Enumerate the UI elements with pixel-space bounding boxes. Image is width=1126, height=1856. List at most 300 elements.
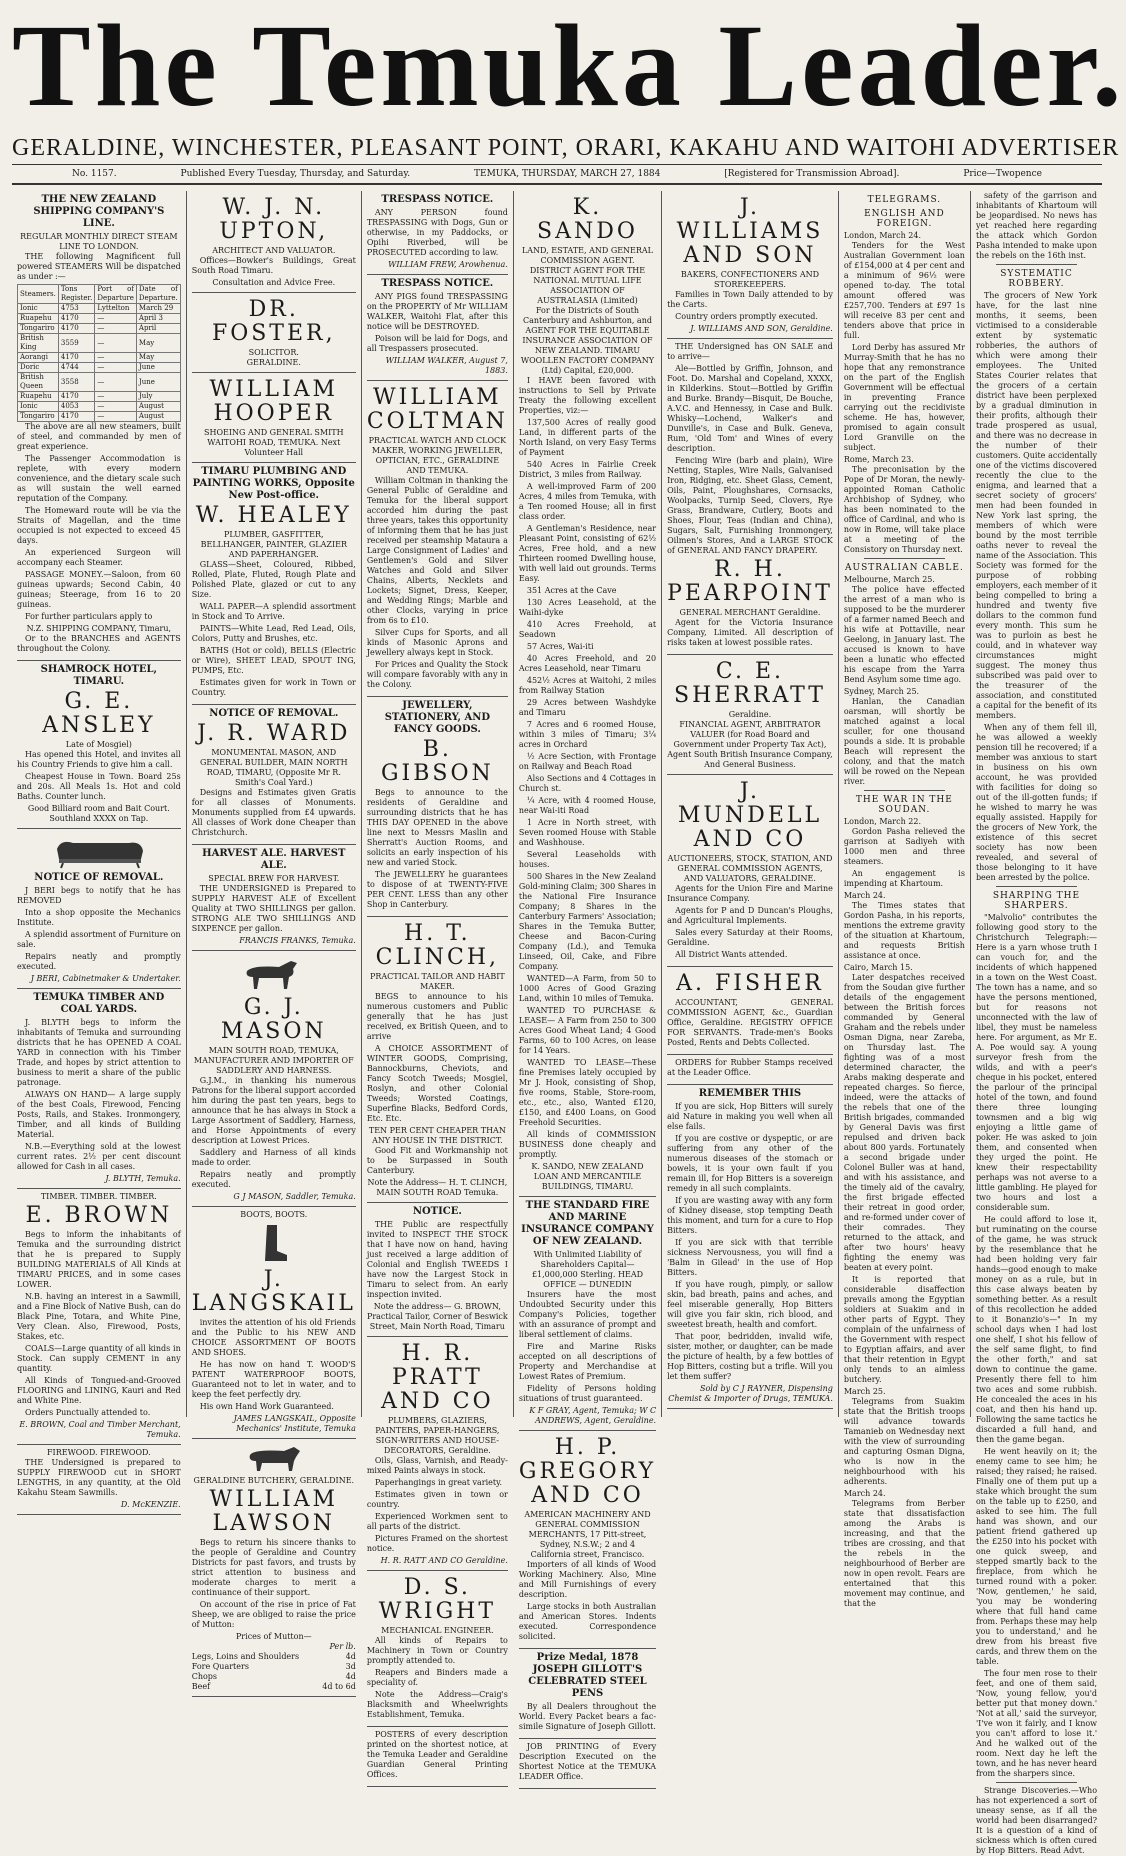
posters-ad: [367, 1727, 508, 1787]
remember-text: If you are wasting away with any form of Kidney disease, stop tempting Death this moment, and turn for a cure to Hop Bitters.: [667, 1196, 833, 1235]
healey-name: W. HEALEY: [195, 503, 352, 528]
list-item: 130 Acres Leasehold, at the Waihi-dyke: [518, 598, 657, 617]
table-cell: British Queen: [18, 373, 59, 392]
sando-agent: DISTRICT AGENT FOR THE NATIONAL MUTUAL LIFE ASSOCIATION OF AUSTRALASIA (Limited): [529, 266, 646, 305]
dateline: London, March 22.: [843, 817, 921, 826]
coltman-title: PRACTICAL WATCH AND CLOCK MAKER, WORKING JEWELLER, OPTICIAN, ETC., GERALDINE AND TEMUKA.: [368, 436, 507, 475]
table-cell: —: [95, 353, 137, 363]
brown-banner: TIMBER. TIMBER. TIMBER.: [40, 1192, 157, 1201]
issue-date: TEMUKA, THURSDAY, MARCH 27, 1884: [474, 169, 661, 179]
foster-ad: [192, 293, 356, 373]
article-paragraph: Lord Derby has assured Mr Murray-Smith that he has no hope that any remonstrance on the part of the English Government will be effectual in preventing France carrying out the recidiviste scheme. He has, however, promised to again consult Lord Granville on the subject.: [843, 343, 965, 452]
coltman-ad: [367, 381, 508, 697]
table-cell: Aorangi: [18, 353, 59, 363]
healey-text: BATHS (Hot or cold), BELLS (Electric or Wire), SHEET LEAD, SPOUT ING, PUMPS, Etc.: [191, 646, 356, 675]
price-value: 3d: [345, 1662, 356, 1671]
upton-title: ARCHITECT AND VALUATOR.: [212, 246, 336, 255]
remember-text: That poor, bedridden, invalid wife, sister, mother, or daughter, can be made the picture of health, by a few bottles of Hop Bitters, costing but a trifle. Will you let them suffer?: [667, 1332, 833, 1381]
williams-ad: [667, 191, 833, 339]
gillott-text: By all Dealers throughout the World. Every Packet bears a fac-simile Signature of Joseph Gillott.: [518, 1702, 657, 1731]
table-cell: May: [136, 353, 180, 363]
foster-name: DR. FOSTER,: [211, 297, 336, 346]
column-3: [362, 191, 514, 1779]
list-item: Several Leaseholds with houses.: [518, 850, 657, 869]
coltman-text: For Prices and Quality the Stock will compare favorably with any in the Colony.: [366, 660, 508, 689]
divider: [864, 558, 945, 559]
table-cell: 4753: [58, 304, 94, 314]
remember-text: If you are sick, Hop Bitters will surely aid Nature in making you well when all else fails.: [667, 1102, 833, 1131]
table-row: [18, 373, 181, 392]
healey-ad: [192, 463, 356, 705]
harvest-subheading: SPECIAL BREW FOR HARVEST.: [208, 874, 340, 883]
langskail-ad: [192, 1207, 356, 1439]
ratt-name: H. R. PRATT AND CO: [381, 1341, 494, 1414]
masthead-title: The Temuka Leader.: [12, 0, 1126, 131]
soudan-war-heading: THE WAR IN THE SOUDAN.: [855, 795, 953, 815]
ratt-text: Estimates given in town or country.: [366, 1490, 508, 1509]
list-item: A Gentleman's Residence, near Pleasant Point, consisting of 62½ Acres, Free hold, and a new Thirteen roomed Dwelling house, with well laid out grounds. Terms Easy.: [518, 524, 657, 583]
column-7: [971, 191, 1102, 1855]
timber-text: J. BLYTH begs to inform the inhabitants of Temuka and surrounding districts that he has OPENED A COAL YARD in connection with his Timber Trade, and hopes by strict attention to business to merit a share of the public patronage.: [17, 1018, 181, 1087]
table-cell: March 29: [136, 304, 180, 314]
columns: [12, 191, 1102, 1855]
job-printing-ad: [519, 1739, 656, 1789]
mundell-ad: [667, 775, 833, 967]
list-item: 1 Acre in North street, with Seven roomed House with Stable and Washhouse.: [518, 818, 657, 847]
clinch-text: BEGS to announce to his numerous customers and Public generally that he has just received, ex British Queen, and to arrive: [366, 992, 508, 1041]
sando-text: I HAVE been favored with instructions to Sell by Private Treaty the following excellent Properties, viz:—: [518, 376, 657, 415]
plumbing-heading: TIMARU PLUMBING AND PAINTING WORKS, Opposite New Post-office.: [192, 466, 355, 501]
article-paragraph: The Times states that Gordon Pasha, in his reports, mentions the extreme gravity of the situation at Khartoum, and requests British assistance at once.: [843, 901, 965, 960]
table-cell: June: [136, 373, 180, 392]
removal-ad: [17, 829, 181, 989]
healey-text: PAINTS—White Lead, Red Lead, Oils, Colors, Putty and Brushes, etc.: [191, 624, 356, 643]
table-cell: Tongariro: [18, 324, 59, 334]
gillott-heading: Prize Medal, 1878 JOSEPH GILLOTT'S CELEBRATED STEEL PENS: [528, 1652, 647, 1699]
langskail-text: invites the attention of his old Friends and the Public to his NEW AND CHOICE ASSORTMENT OF BOOTS AND SHOES.: [191, 1318, 356, 1357]
ratt-text: Paperhangings in great variety.: [374, 1478, 503, 1487]
remember-text: If you have rough, pimply, or sallow skin, bad breath, pains and aches, and feel miserable generally, Hop Bitters will give you fair skin, rich blood, and sweetest breath, health and comfort.: [667, 1280, 833, 1329]
column-2: [187, 191, 362, 1691]
list-item: 57 Acres, Wai-iti: [526, 642, 594, 651]
ratt-text: Pictures Framed on the shortest notice.: [366, 1534, 508, 1553]
timber-heading: TEMUKA TIMBER AND COAL YARDS.: [33, 992, 165, 1015]
shipping-text: The above are all new steamers, built of steel, and commanded by men of great experience.: [17, 422, 181, 451]
column-1: [12, 191, 187, 1509]
shipping-intro: THE following Magnificent full powered STEAMERS Will be dispatched as under :—: [17, 252, 181, 281]
williams-title: BAKERS, CONFECTIONERS AND STOREKEEPERS.: [680, 270, 820, 289]
coltman-text: Silver Cups for Sports, and all kinds of Masonic Aprons and Jewellery always kept in Stock.: [366, 628, 508, 657]
dateline: March 24.: [843, 1489, 886, 1498]
mundell-name: J. MUNDELL AND CO: [677, 779, 823, 852]
lawson-price-unit: Per lb.: [329, 1642, 356, 1651]
lawson-beef-price: 4d to 6d: [322, 1682, 356, 1691]
mason-ad: [192, 951, 356, 1207]
lawson-prices-heading: Prices of Mutton—: [235, 1632, 312, 1641]
issue-price: Price—Twopence: [963, 169, 1042, 179]
table-cell: April 3: [136, 314, 180, 324]
dateline: March 24.: [843, 891, 886, 900]
timber-yard-ad: [17, 989, 181, 1189]
masthead-subtitle: GERALDINE, WINCHESTER, PLEASANT POINT, ORARI, KAKAHU AND WAITOHI ADVERTISER: [12, 135, 1120, 161]
gibson-ad: [367, 697, 508, 917]
ward-name: J. R. WARD: [197, 721, 351, 746]
list-item: 7 Acres and 6 roomed House, within 3 miles of Timaru; 3¼ acres in Orchard: [518, 720, 657, 749]
table-cell: 4170: [58, 412, 94, 422]
gregory-title: AMERICAN MACHINERY AND GENERAL COMMISSION MERCHANTS, 17 Pitt-street, Sydney, N.S.W.; 2 and 4 California street, Francisco.: [524, 1510, 651, 1559]
hop-bitters-ad: [667, 1085, 833, 1409]
list-item: 137,500 Acres of really good Land, in different parts of the North Island, on very Easy Terms of Payment: [518, 418, 657, 457]
timber-signature: J. BLYTH, Temuka.: [105, 1174, 181, 1183]
mason-text: Saddlery and Harness of all kinds made to order.: [191, 1148, 356, 1167]
hotel-heading: SHAMROCK HOTEL, TIMARU.: [40, 664, 158, 687]
article-paragraph: The police have effected the arrest of a man who is supposed to be the murderer of a farmer named Beech and his wife at Pottaville, near Geelong, in January last. The accused is known to have been a lunatic who effected his escape from the Yarra Bend Asylum some time ago.: [843, 585, 965, 684]
systematic-robbery-heading: SYSTEMATIC ROBBERY.: [1000, 269, 1073, 289]
list-item: ¼ Acre, with 4 roomed House, near Wai-iti Road: [518, 796, 657, 815]
coltman-text: William Coltman in thanking the General Public of Geraldine and Temuka for the liberal support accorded him during the past three years, takes this opportunity of informing them that he has just received per steamship Mataura a Large Consignment of Ladies' and Gentlemen's Gold and Silver Watches and Gold and Silver Chains, Alberts, Necklets and Lockets; Signet, Dress, Keeper, and Wedding Rings; Marble and other Clocks, varying in price from 6s to £10.: [366, 476, 508, 625]
mundell-title: AUCTIONEERS, STOCK, STATION, AND GENERAL COMMISSION AGENTS, AND VALUATORS, GERALDINE.: [667, 854, 833, 883]
ratt-title: PLUMBERS, GLAZIERS, PAINTERS, PAPER-HANGERS, SIGN-WRITERS AND HOUSE-DECORATORS, Geraldine.: [375, 1416, 500, 1455]
list-item: ½ Acre Section, with Frontage on Railway and Beach Road: [518, 752, 657, 771]
shipping-signature: N.Z. SHIPPING COMPANY, Timaru,: [26, 624, 172, 633]
trespass-signature: WILLIAM WALKER, August 7, 1883.: [385, 356, 508, 375]
table-cell: May: [136, 334, 180, 353]
dateline: March 25.: [843, 1387, 886, 1396]
rubber-stamps-ad: [667, 1055, 833, 1085]
issue-number: No. 1157.: [72, 169, 117, 179]
ward-text: MONUMENTAL MASON, AND GENERAL BUILDER, MAIN NORTH ROAD, TIMARU, (Opposite Mr R. Smith's Coal Yard.): [199, 748, 348, 787]
hooper-name: WILLIAM HOOPER: [209, 377, 339, 426]
ward-ad: [192, 705, 356, 845]
remember-heading: REMEMBER THIS: [698, 1088, 802, 1099]
insurance-text: With Unlimited Liability of Shareholders Capital—£1,000,000 Sterling. HEAD OFFICE — DUNEDIN: [531, 1250, 644, 1289]
firewood-text: THE Undersigned is prepared to SUPPLY FIREWOOD cut in SHORT LENGTHS, in any quantity, at the Old Kakahu Steam Sawmills.: [17, 1458, 181, 1497]
langskail-text: His own Hand Work Guaranteed.: [199, 1402, 334, 1411]
table-cell: Tongariro: [18, 412, 59, 422]
removal-text: A splendid assortment of Furniture on sale.: [17, 930, 181, 949]
table-cell: 4170: [58, 314, 94, 324]
firewood-signature: D. McKENZIE.: [120, 1500, 181, 1509]
sherratt-place: Geraldine.: [728, 710, 772, 719]
remember-text: If you are sick with that terrible sickness Nervousness, you will find a 'Balm in Gilead' in the use of Hop Bitters.: [667, 1238, 833, 1277]
pearpoint-title: GENERAL MERCHANT Geraldine.: [679, 608, 821, 617]
coltman-name: WILLIAM COLTMAN: [366, 385, 508, 434]
mason-signature: G J MASON, Saddler, Temuka.: [233, 1192, 356, 1201]
trespass-walker-ad: [367, 275, 508, 381]
gibson-name: B. GIBSON: [380, 737, 494, 786]
gillott-ad: [519, 1649, 656, 1739]
harvest-text: THE UNDERSIGNED is Prepared to SUPPLY HARVEST ALE of Excellent Quality at TWO SHILLINGS per gallon. STRONG ALE TWO SHILLINGS AND SIXPENCE per gallon.: [191, 884, 356, 933]
hotel-text: Good Billiard room and Bait Court.: [27, 804, 170, 813]
clinch-text: TEN PER CENT CHEAPER THAN ANY HOUSE IN THE DISTRICT.: [368, 1126, 506, 1145]
table-cell: Doric: [18, 363, 59, 373]
upton-name: W. J. N. UPTON,: [219, 195, 329, 244]
shipping-text: For further particulars apply to: [25, 612, 153, 621]
price-item: Fore Quarters: [191, 1662, 249, 1671]
clinch-name: H. T. CLINCH,: [375, 921, 500, 970]
lawson-name: WILLIAM LAWSON: [209, 1487, 339, 1536]
shipping-text: An experienced Surgeon will accompany each Steamer.: [17, 548, 181, 567]
trespass-heading: TRESPASS NOTICE.: [381, 278, 494, 289]
table-cell: Ionic: [18, 402, 59, 412]
column-4: [514, 191, 662, 1781]
mundell-text: Agents for the Union Fire and Marine Insurance Company.: [667, 884, 833, 903]
table-cell: —: [95, 402, 137, 412]
trespass-signature: WILLIAM FREW, Arowhenua.: [388, 260, 508, 269]
stamps-text: ORDERS for Rubber Stamps received at the Leader Office.: [667, 1058, 833, 1077]
brown-text: COALS—Large quantity of all kinds in Stock. Can supply CEMENT in any quantity.: [17, 1344, 181, 1373]
table-cell: 4170: [58, 392, 94, 402]
sando-wanted: WANTED—A Farm, from 50 to 1000 Acres of Good Grazing Land, within 10 miles of Temuka.: [518, 974, 657, 1003]
price-item: Legs, Loins and Shoulders: [191, 1652, 300, 1661]
sofa-icon: [49, 835, 149, 869]
sherratt-ad: [667, 655, 833, 775]
article-paragraph: Telegrams from Berber state that dissatisfaction among the Arabs is increasing, and that the tribes are crossing, and that the rebels in the neighbourhood of Berber are now in open revolt. Fears are entertained that this movement may continue, and that the: [843, 1499, 965, 1608]
clinch-signature: Note the Address— H. T. CLINCH, MAIN SOUTH ROAD Temuka.: [367, 1178, 508, 1197]
sale-text: Ale—Bottled by Griffin, Johnson, and Foot. Do. Marshal and Copeland, XXXX, in Kilderkins. Stout—Bottled by Griffin and Burke. Brandy—Bisquit, De Bouche, A.V.C. and Hennessy, in Case and Bulk. Whisky—Lochend, Walker's and Dunville's, in Case and Bulk. Geneva, Rum, 'Old Tom' and Wines of every description.: [667, 364, 833, 453]
notice-signature: Note the address— G. BROWN, Practical Tailor, Corner of Beswick Street, Main North Road, Timaru: [366, 1302, 508, 1331]
dateline: London, March 24.: [843, 231, 921, 240]
table-header-cell: Tons Register.: [58, 285, 94, 304]
list-item: A well-improved Farm of 200 Acres, 4 miles from Temuka, with a Ten roomed House; all in first class order.: [518, 482, 657, 521]
table-row: [18, 353, 181, 363]
foster-place: GERALDINE.: [246, 358, 301, 367]
clinch-text: A CHOICE ASSORTMENT of WINTER GOODS, Comprising, Bannockburns, Cheviots, and Fancy Scotch Tweeds; Mosgiel, Roslyn, and other Colonial Tweeds; Worsted Coatings, Superfine Blacks, Bedford Cords, Etc. Etc.: [366, 1044, 508, 1123]
price-item: Chops: [191, 1672, 218, 1681]
ratt-text: Experienced Workmen sent to all parts of the district.: [366, 1512, 508, 1531]
price-row: [192, 1652, 356, 1662]
lawson-heading: GERALDINE BUTCHERY, GERALDINE.: [193, 1476, 355, 1485]
table-row: [18, 324, 181, 334]
lawson-price-list: [192, 1652, 356, 1682]
upton-ad: [192, 191, 356, 293]
table-cell: August: [136, 402, 180, 412]
wright-title: MECHANICAL ENGINEER.: [381, 1626, 494, 1635]
healey-text: WALL PAPER—A splendid assortment in Stock and To Arrive.: [191, 602, 356, 621]
job-printing-text: JOB PRINTING of Every Description Executed on the Shortest Notice at the TEMUKA LEADER Office.: [518, 1742, 657, 1781]
table-cell: Ruapehu: [18, 392, 59, 402]
table-row: [18, 412, 181, 422]
table-cell: 3558: [58, 373, 94, 392]
brown-notice-ad: [367, 1203, 508, 1337]
hotel-text: Has opened this Hotel, and invites all his Country Friends to give him a call.: [17, 750, 181, 769]
insurance-text: Fidelity of Persons holding situations of trust guaranteed.: [518, 1384, 657, 1403]
ratt-signature: H. R. RATT AND CO Geraldine.: [380, 1556, 508, 1565]
price-value: 4d: [345, 1652, 356, 1661]
brown-timber-ad: [17, 1189, 181, 1445]
list-item: Also Sections and 4 Cottages in Church st.: [518, 774, 657, 793]
mundell-text: Sales every Saturday at their Rooms, Geraldine.: [667, 928, 833, 947]
hotel-text: Cheapest House in Town. Board 25s and 20s. All Meals 1s. Hot and cold Baths. Counter lunch.: [17, 772, 181, 801]
trespass-text: Poison will be laid for Dogs, and all Trespassers prosecuted.: [366, 334, 508, 353]
bull-illustration: [192, 1442, 356, 1476]
list-item: 40 Acres Freehold, and 20 Acres Leasehold, near Timaru: [518, 654, 657, 673]
price-row: [192, 1672, 356, 1682]
divider: [996, 886, 1077, 887]
table-cell: 4744: [58, 363, 94, 373]
article-paragraph: Tenders for the West Australian Government loan of £154,000 at 4 per cent and a minimum of 96½ were opened to-day. The total amount offered was £257,700. Tenders at £97 1s will receive 83 per cent and tenders above that price in full.: [843, 241, 965, 340]
article-paragraph: The preconisation by the Pope of Dr Moran, the newly-appointed Roman Catholic Archbishop of Sydney, who has been nominated to the office of Cardinal, and who is now in Rome, will take place at a meeting of the Consistory on Thursday next.: [843, 465, 965, 554]
table-row: [18, 314, 181, 324]
trespass-heading: TRESPASS NOTICE.: [381, 194, 494, 205]
telegrams-heading: TELEGRAMS.: [867, 195, 942, 205]
article-paragraph: He went heavily on it; the enemy came to see him; he raised; they raised; he raised. Finally one of them put up a stake which brought the sum on the table up to £250, and asked to see him. The full hand was shown, and our patient friend gathered up the £250 into his pocket with one quick sweep, and stepped smartly back to the fireplace, from which he turned round with a poker. 'Now, gentlemen,' he said, 'you may be wondering where that full hand came from. Perhaps these may help you to understand,' and he drew from his breast five cards, and threw them on the table.: [975, 1447, 1098, 1666]
table-cell: Ionic: [18, 304, 59, 314]
table-header-cell: Date of Departure.: [136, 285, 180, 304]
firewood-heading: FIREWOOD. FIREWOOD.: [47, 1448, 151, 1457]
sando-name: K. SANDO: [537, 195, 638, 244]
remember-text: If you are costive or dyspeptic, or are suffering from any other of the numerous diseases of the stomach or bowels, it is your own fault if you remain ill, for Hop Bitters is a sovereign remedy in all such complaints.: [667, 1134, 833, 1193]
table-cell: 4053: [58, 402, 94, 412]
sando-ad: [519, 191, 656, 1197]
lawson-beef-label: Beef: [191, 1682, 211, 1691]
table-cell: Ruapehu: [18, 314, 59, 324]
gregory-text: Large stocks in both Australian and American Stores. Indents executed. Correspondence solicited.: [518, 1602, 657, 1641]
ratt-text: Oils, Glass, Varnish, and Ready-mixed Paints always in stock.: [366, 1456, 508, 1475]
sando-text: All kinds of COMMISSION BUSINESS done cheaply and promptly.: [518, 1130, 657, 1159]
article-paragraph: "Malvolio" contributes the following good story to the Christchurch Telegraph:— Here is a yarn whose truth I can vouch for, and the incidents of which happened in a town on the West Coast. The town has a name, and so have the persons mentioned, but for reasons not unconnected with the law of libel, they must be nameless here. For argument, as Mr E. A. Poe would say. A young surveyor fresh from the wilds, and with a peer's cheque in his pocket, entered the parlour of the principal hotel of the town, and found there three lounging townsmen and a big wig enjoying a little game of poker. He was asked to join them, and consented when they urged the point. He knew their respectability perhaps was not averse to a little gambling. He played for two hours and lost a considerable sum.: [975, 913, 1098, 1212]
removal-text: J BERI begs to notify that he has REMOVED: [17, 886, 181, 905]
bull-icon: [244, 1445, 304, 1473]
list-item: 540 Acres in Fairlie Creek District, 3 miles from Railway.: [518, 460, 657, 479]
mason-text: G.J.M., in thanking his numerous Patrons for the liberal support accorded him during the past ten years, begs to announce that he has always in Stock a Large Assortment of Saddlery, Harness, and Horse Appointments of every description at Lowest Prices.: [191, 1076, 356, 1145]
upton-text: Consultation and Advice Free.: [212, 278, 336, 287]
table-cell: 4170: [58, 353, 94, 363]
clinch-text: Good Fit and Workmanship not to be Surpassed in South Canterbury.: [366, 1146, 508, 1175]
table-cell: 4170: [58, 324, 94, 334]
article-paragraph: Strange Discoveries.—Who has not experienced a sort of uneasy sense, as if all the world had been disarranged? It is a question of a kind of sickness which is often cured by Hop Bitters. Read Advt.: [975, 1786, 1098, 1855]
lawson-text: On account of the rise in price of Fat Sheep, we are obliged to raise the price of Mutton:: [191, 1600, 356, 1629]
healey-trades: PLUMBER, GASFITTER, BELLHANGER, PAINTER, GLAZIER AND PAPERHANGER.: [200, 530, 347, 559]
article-paragraph: It is reported that considerable disaffection prevails among the Egyptian soldiers at Suakim and in other parts of Egypt. They complain of the unfairness of the Government with respect to Egyptian affairs, and aver that their retention in Egypt only tends to an aimless butchery.: [843, 1275, 965, 1384]
table-cell: 3559: [58, 334, 94, 353]
table-cell: —: [95, 373, 137, 392]
sando-property-list: [519, 418, 656, 972]
table-row: [18, 363, 181, 373]
ward-heading: NOTICE OF REMOVAL.: [209, 708, 339, 719]
dateline: Sydney, March 25.: [843, 687, 920, 696]
williams-signature: J. WILLIAMS AND SON, Geraldine.: [690, 324, 833, 333]
standard-insurance-ad: [519, 1197, 656, 1431]
harvest-heading: HARVEST ALE. HARVEST ALE.: [202, 848, 346, 871]
brown-text: Orders Punctually attended to.: [25, 1408, 151, 1417]
sherratt-name: C. E. SHERRATT: [674, 659, 826, 708]
langskail-name: J. LANGSKAIL: [191, 1267, 356, 1316]
article-paragraph: The four men rose to their feet, and one of them said, 'Now, young fellow, you'd better put that money down.' 'Not at all,' said the surveyor, 'I've won it fairly, and I know you can't afford to lose it.' And he walked out of the room. Next day he left the town, and he has never heard from the sharpers since.: [975, 1669, 1098, 1778]
lawson-beef-row: [192, 1682, 356, 1692]
article-paragraph: safety of the garrison and inhabitants of Khartoum will be jeopardised. No news has yet reached here regarding the attack which Gordon Pasha intended to make upon the rebels on the 16th inst.: [975, 191, 1098, 260]
trespass-frew-ad: [367, 191, 508, 275]
healey-text: GLASS—Sheet, Coloured, Ribbed, Rolled, Plate, Fluted, Rough Plate and Polished Plate, glazed or cut to any Size.: [191, 560, 356, 599]
posters-text: POSTERS of every description printed on the shortest notice, at the Temuka Leader and Geraldine Guardian General Printing Offices.: [366, 1730, 508, 1779]
article-paragraph: When any of them fell ill, he was allowed a weekly pension till he recovered; if a member was anxious to start in business on his own account, he was provided with facilities for doing so out of the ill-gotten funds; if he wished to marry he was equally assisted. Happily for the grocers of New York, the existence of this secret society has now been revealed, and several of those belonging to it have been arrested by the police.: [975, 723, 1098, 882]
table-row: [18, 334, 181, 353]
divider: [996, 264, 1077, 265]
brown-name: E. BROWN: [25, 1203, 173, 1228]
table-header-cell: Steamers.: [18, 285, 59, 304]
table-cell: June: [136, 363, 180, 373]
removal-text: Repairs neatly and promptly executed.: [17, 952, 181, 971]
sale-text: Fencing Wire (barb and plain), Wire Netting, Staples, Wire Nails, Galvanised Iron, Ridging, etc. Sheet Glass, Cement, Oils, Paint, Ploughshares, Cornsacks, Woolpacks, Turnip Seed, Clovers, Rye Grass, Brandware, Cutlery, Boots and Shoes, Flour, Teas (Indian and China), Sugars, Salt, Furnishing Ironmongery, Oilmen's Stores, And a LARGE STOCK of GENERAL AND FANCY DRAPERY.: [667, 456, 833, 555]
pearpoint-ad: [667, 339, 833, 655]
list-item: 351 Acres at the Cave: [526, 586, 617, 595]
wright-ad: [367, 1571, 508, 1727]
article-paragraph: Hanlan, the Canadian oarsman, will shortly be matched against a local sculler, for one thousand pounds a side. It is probable Beach will represent the colony, and that the match will be rowed on the Nepean river.: [843, 697, 965, 786]
table-cell: —: [95, 314, 137, 324]
brown-text: All Kinds of Tongued-and-Grooved FLOORING and LINING, Kauri and Red and White Pine.: [17, 1376, 181, 1405]
article-paragraph: He could afford to lose it, but ruminating on the course of the game, he was struck by the resemblance that he had been holding very fair hands—good enough to make money on as a rule, but in this case always beaten by something better. As a result of this recollection he added to it Bonanzio's—" In my school days when I had lost one shelf, I shot his fellow of the self same flight, to find the other forth," and sat down to continue the game. Presently there fell to him two aces and some rubbish. He concealed the aces in his coat, and then his hand up. Following the same tactics he discarded a full hand, and then the game began.: [975, 1215, 1098, 1444]
boot-icon: [259, 1223, 289, 1263]
gregory-name: H. P. GREGORY AND CO: [518, 1435, 657, 1508]
hotel-ad: [17, 661, 181, 829]
list-item: 452½ Acres at Waitohi, 2 miles from Railway Station: [518, 676, 657, 695]
hotel-late: Late of Mosgiel): [65, 740, 132, 749]
williams-text: Country orders promptly executed.: [675, 312, 818, 321]
list-item: 500 Shares in the New Zealand Gold-mining Claim; 300 Shares in the National Fire Insurance Company; 8 Shares in the Canterbury Farmers' Association; Shares in the Temuka Butter, Cheese and Bacon-Curing Company (Ld.), and Temuka Linseed, Oil, Cake, and Fibre Company.: [518, 872, 657, 971]
table-row: [18, 402, 181, 412]
fisher-name: A. FISHER: [676, 971, 824, 996]
gibson-text: The JEWELLERY he guarantees to dispose of at TWENTY-FIVE PER CENT. LESS than any other Shop in Canterbury.: [366, 870, 508, 909]
sherratt-text: FINANCIAL AGENT, ARBITRATOR VALUER (for Road Board and Government under Property Tax Act),: [673, 720, 827, 749]
timber-text: ALWAYS ON HAND— A large supply of the best Coals, Firewood, Fencing Posts, Rails, and Stakes. Ironmongery, Timber, and all kinds of Building Material.: [17, 1090, 181, 1139]
table-cell: British King: [18, 334, 59, 353]
removal-heading: NOTICE OF REMOVAL.: [34, 872, 164, 883]
insurance-text: Insurers have the most Undoubted Security under this Company's Policies, together with an assurance of prompt and liberal settlement of claims.: [518, 1290, 657, 1339]
trespass-text: ANY PIGS found TRESPASSING on the PROPERTY of Mr WILLIAM WALKER, Waitohi Flat, after this notice will be DESTROYED.: [366, 292, 508, 331]
dateline: Rome, March 23.: [843, 455, 914, 464]
table-cell: —: [95, 412, 137, 422]
pearpoint-name: R. H. PEARPOINT: [667, 557, 833, 606]
article-paragraph: The grocers of New York have, for the last nine months, it seems, been victimised to a considerable extent by systematic robberies, the authors of which were among their employees. The United States Courier relates that the grocers of a certain district have been perplexed by a gradual diminution in their profits, although their trade prospered as usual, and there was no decrease in the number of their customers. Quite accidentally one of the victims discovered recently the clue to the enigma, and learned that a secret society of grocers' men had been founded in New York last spring, the members of which were bound by the most terrible oaths never to reveal the name of the Association. This Society was formed for the purpose of robbing employers, each member of it being compelled to bring a hundred and twenty five dollars to the common fund every month. This sum he was to purloin as best he could, and in whatever way circumstances might suggest. The money thus subscribed was paid over to the treasurer of the association, and constituted a capital for the benefit of its members.: [975, 291, 1098, 720]
shipping-table: [17, 284, 181, 422]
upton-text: Offices—Bowker's Buildings, Great South Road Timaru.: [191, 256, 356, 275]
shipping-table-body: [18, 304, 181, 422]
brown-signature: E. BROWN, Coal and Timber Merchant, Temuka.: [19, 1420, 181, 1439]
list-item: 29 Acres between Washdyke and Timaru: [518, 698, 657, 717]
list-item: 410 Acres Freehold, at Seadown: [518, 620, 657, 639]
fisher-ad: [667, 967, 833, 1055]
insurance-heading: THE STANDARD FIRE AND MARINE INSURANCE COMPANY OF NEW ZEALAND.: [521, 1200, 654, 1247]
harvest-signature: FRANCIS FRANKS, Temuka.: [239, 936, 356, 945]
insurance-text: Fire and Marine Risks accepted on all descriptions of Property and Merchandise at Lowest Rates of Premium.: [518, 1342, 657, 1381]
table-cell: —: [95, 392, 137, 402]
langskail-signature: JAMES LANGSKAIL, Opposite Mechanics' Institute, Temuka: [233, 1414, 356, 1433]
ratt-ad: [367, 1337, 508, 1571]
shipping-text: Or to the BRANCHES and AGENTS throughout the Colony.: [17, 634, 181, 653]
divider: [864, 790, 945, 791]
article-paragraph: Later despatches received from the Soudan give further details of the engagement between the British forces commanded by General Graham and the rebels under Osman Digna, near Zareba, on Thursday last. The fighting was of a most determined character, the Arabs making desperate and repeated charges. So fierce, indeed, were the attacks of the rebels that one of the British brigades, commanded by General Davis was first repulsed and driven back about 800 yards. Fortunately a second brigade under Colonel Buller was at hand, and with his assistance, and the timely aid of the cavalry, the first brigade effected their retreat in good order, and re-formed under cover of their comrades. They returned to the attack, and after two hours' heavy fighting the enemy was beaten at every point.: [843, 973, 965, 1272]
wright-text: Reapers and Binders made a speciality of.: [366, 1668, 508, 1687]
table-row: [18, 304, 181, 314]
hotel-text: Southland XXXX on Tap.: [49, 814, 149, 823]
sofa-illustration: [17, 832, 181, 872]
removal-text: Into a shop opposite the Mechanics Institute.: [17, 908, 181, 927]
boots-heading: BOOTS, BOOTS.: [240, 1210, 308, 1219]
table-cell: —: [95, 324, 137, 334]
horse-icon: [239, 957, 309, 991]
shipping-ad: [17, 191, 181, 661]
table-cell: August: [136, 412, 180, 422]
notice-heading: NOTICE.: [412, 1206, 462, 1217]
table-cell: —: [95, 363, 137, 373]
gregory-ad: [519, 1431, 656, 1649]
registration-note: [Registered for Transmission Abroad].: [724, 169, 900, 179]
clinch-title: PRACTICAL TAILOR AND HABIT MAKER.: [370, 972, 505, 991]
lawson-text: Begs to return his sincere thanks to the people of Geraldine and Country Districts for past favors, and trusts by strict attention to business and moderate charges to merit a continuance of their support.: [191, 1538, 356, 1597]
firewood-ad: [17, 1445, 181, 1515]
shipping-text: The Passenger Accommodation is replete, with every modern convenience, and the dietary scale such as will sustain the well earned reputation of the Company.: [17, 454, 181, 503]
article-paragraph: Telegrams from Suakim state that the British troops will advance towards Tamanieb on Wednesday next with the view of surrounding and capturing Osman Digna, who is now in the neighbourhood with his adherents.: [843, 1397, 965, 1486]
